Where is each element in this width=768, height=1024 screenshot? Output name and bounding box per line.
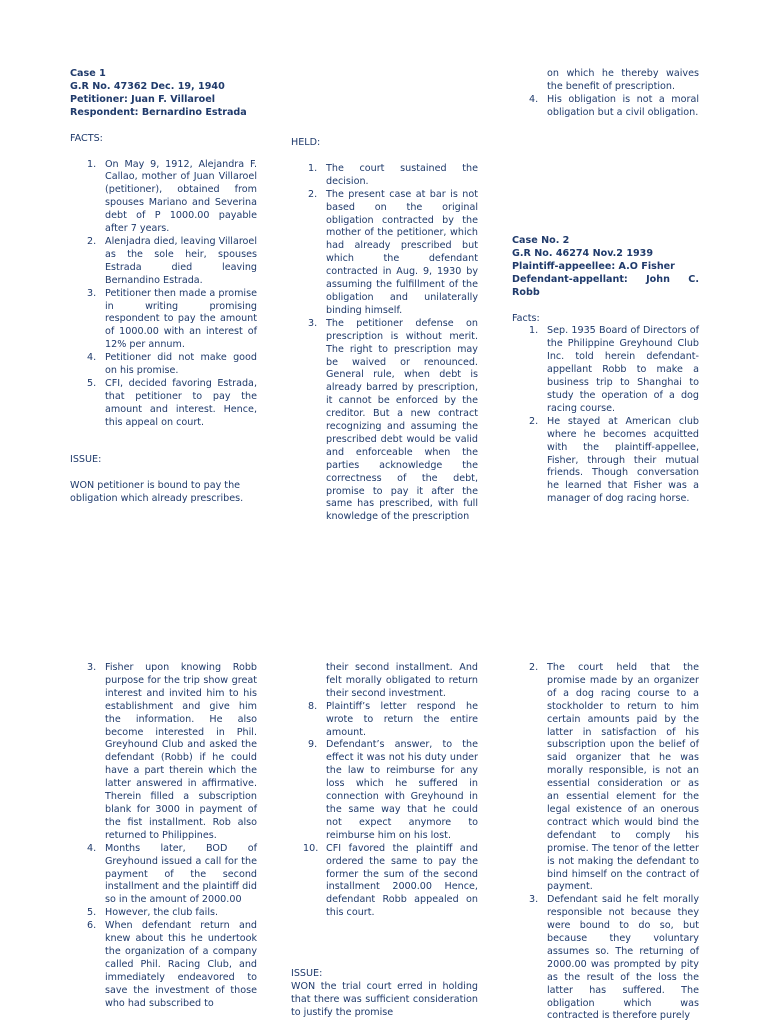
list-item: 2. The present case at bar is not based on the original obligation contracted by the mother of the petitioner, which had already prescribed but which the defendant contracted in Aug. 9, 1930 by assuming the fulfillment of the obligation and unilaterally binding himself.	[308, 188, 478, 316]
list-item: 2. He stayed at American club where he becomes acquitted with the plaintiff-appellee, Fisher, through their mutual friends. Though conversation he learned that Fisher was a manager of dog racing horse.	[529, 415, 699, 505]
p1-col1	[70, 68, 257, 430]
case1-petitioner: Petitioner: Juan F. Villaroel	[70, 93, 216, 105]
case2-facts-label: Facts:	[512, 312, 540, 324]
list-item: 1. Sep. 1935 Board of Directors of the Philippine Greyhound Club Inc. told herein defendant-appellant Robb to make a business trip to Shanghai to study the operation of a dog racing course.	[529, 325, 699, 414]
continuation-text: on which he thereby waives the benefit of prescription.	[547, 68, 699, 92]
list-item: 4. Petitioner did not make good on his promise.	[87, 352, 257, 377]
continuation-text: their second installment. And felt morally obligated to return their second investment.	[326, 662, 478, 699]
p1-col2	[291, 137, 478, 524]
case1-held-list-cont	[512, 94, 699, 120]
p1-col3-top	[512, 68, 699, 120]
p1-col3-case2	[512, 235, 699, 506]
case2-facts-list-cont	[70, 662, 257, 1010]
case1-held-label: HELD:	[291, 137, 321, 148]
case1-gr: G.R No. 47362 Dec. 19, 1940	[70, 80, 225, 92]
list-item: 3. The petitioner defense on prescription is without merit. The right to prescription may be waived or renounced. General rule, when debt is already barred by prescription, it cannot be enforced by the creditor. But a new contract recognizing and assuming the prescribed debt would be valid and enforceable when the parties acknowledge the correctness of the debt, promise to pay it after the same has prescribed, with full knowledge of the prescription	[308, 317, 478, 523]
list-item: 3. Petitioner then made a promise in writing promising respondent to pay the amount of 1000.00 with an interest of 12% per annum.	[87, 287, 257, 351]
p2-col2-issue	[291, 968, 478, 1020]
case2-appellant: Defendant-appellant: John C. Robb	[512, 273, 699, 298]
list-item: 6. When defendant return and knew about this he undertook the organization of a company called Phil. Racing Club, and immediately endeavored to save the investment of those who had subscribed to	[87, 920, 257, 1009]
case2-gr: G.R No. 46274 Nov.2 1939	[512, 247, 654, 259]
case2-issue-text: WON the trial court erred in holding that there was sufficient consideration to justify the promise	[291, 980, 478, 1018]
case2-issue-label: ISSUE:	[291, 968, 323, 979]
list-item: 5. CFI, decided favoring Estrada, that petitioner to pay the amount and interest. Hence, this appeal on court.	[87, 377, 257, 428]
list-item: 5. However, the club fails.	[87, 907, 219, 919]
case2-held-list	[512, 662, 699, 1023]
list-item: 4. His obligation is not a moral obligation but a civil obligation.	[529, 93, 699, 118]
list-item: 4. Months later, BOD of Greyhound issued a call for the payment of the second installment and the plaintiff did so in the amount of 2000.00	[87, 842, 257, 906]
p2-col2	[291, 662, 478, 920]
list-item: 8. Plaintiff’s letter respond he wrote to return the entire amount.	[308, 700, 478, 738]
p2-col1	[70, 662, 257, 1010]
list-item: 1. The court sustained the decision.	[308, 162, 478, 187]
case1-facts-label: FACTS:	[70, 132, 103, 144]
case1-held-list	[291, 163, 478, 524]
list-item: 3. Fisher upon knowing Robb purpose for the trip show great interest and invited him to his establishment and give him the information. He also become interested in Phil. Greyhound Club and asked the defendant (Robb) if he could have a part therein which the latter answered in affirmative. Therein filled a subscription blank for 3000 in payment of the fist installment. Rob also returned to Philippines.	[87, 662, 257, 841]
p2-col3	[512, 662, 699, 1023]
list-item: 9. Defendant’s answer, to the effect it was not his duty under the law to reimburse for any loss which he suffered in connection with Greyhound in the same way that he could not expect anymore to reimburse him on his lost.	[308, 739, 478, 841]
case1-respondent: Respondent: Bernardino Estrada	[70, 106, 247, 118]
case2-facts-list-cont2	[291, 701, 478, 920]
list-item: 1. On May 9, 1912, Alejandra F. Callao, mother of Juan Villaroel (petitioner), obtained from spouses Mariano and Severina debt of P 1000.00 payable after 7 years.	[87, 158, 257, 235]
list-item: 10. CFI favored the plaintiff and ordered the same to pay the former the sum of the second installment 2000.00 Hence, defendant Robb appealed on this court.	[303, 842, 478, 919]
case1-issue-text: WON petitioner is bound to pay the obligation which already prescribes.	[70, 479, 244, 504]
list-item: 2. The court held that the promise made by an organizer of a dog racing course to a stockholder to return to him certain amounts paid by the latter in satisfaction of his subscription upon the belief of said organizer that he was morally responsible, is not an essential consideration or as an essential element for the legal existence of an onerous contract which would bind the defendant to comply his promise. The tenor of the letter is not making the defendant to bind himself on the contract of payment.	[529, 662, 699, 893]
p1-col1-issue	[70, 454, 257, 506]
case2-title: Case No. 2	[512, 235, 570, 246]
case1-facts-list	[70, 159, 257, 430]
case2-facts-list	[512, 325, 699, 506]
case1-issue-label: ISSUE:	[70, 454, 102, 465]
list-item: 3. Defendant said he felt morally responsible not because they were bound to do so, but because they voluntary assumes so. The returning of 2000.00 was prompted by pity as the result of the loss the latter has suffered. The obligation which was contracted is therefore purely	[529, 894, 699, 1022]
list-item: 2. Alenjadra died, leaving Villaroel as the sole heir, spouses Estrada died leaving Bernandino Estrada.	[87, 235, 257, 286]
case1-title: Case 1	[70, 68, 106, 79]
case2-appellee: Plaintiff-appeellee: A.O Fisher	[512, 260, 675, 272]
